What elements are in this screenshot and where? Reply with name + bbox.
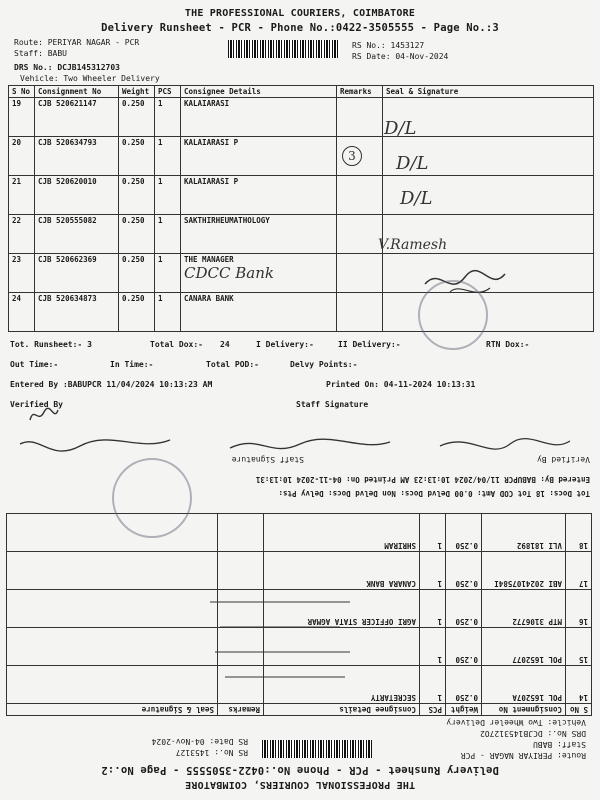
row-consignee: KALAIARASI xyxy=(181,98,337,137)
drs-number: DRS No.: DCJB1453127O2 xyxy=(480,729,586,738)
vehicle: Vehicle: Two Wheeler Delivery xyxy=(446,718,586,727)
row-consignee: THE MANAGER CDCC Bank xyxy=(181,254,337,293)
total-dox-label: Total Dox:- xyxy=(150,340,203,349)
row-consignee: KALAIARASI P xyxy=(181,176,337,215)
row-weight: 0.250 xyxy=(119,176,155,215)
rs-number: RS No.: 1453127 xyxy=(175,748,248,757)
row-consignment: CJB 520621147 xyxy=(35,98,119,137)
handwritten-note: CDCC Bank xyxy=(184,264,274,282)
row-pcs: 1 xyxy=(155,176,181,215)
row-consignment: ABI 2024107584I xyxy=(482,552,566,590)
row-remarks xyxy=(337,293,383,332)
i-delivery: I Delivery:- xyxy=(256,340,314,349)
drs-number: DRS No.: DCJB145312703 xyxy=(14,63,120,72)
row-signature xyxy=(7,666,218,704)
route: Route: PERIYAR NAGAR - PCR xyxy=(460,751,586,760)
row-pcs: 1 xyxy=(420,666,446,704)
barcode-icon xyxy=(260,740,372,758)
row-consignee: SECRETARTY xyxy=(264,666,420,704)
row-sno: 15 xyxy=(566,628,592,666)
staff: Staff: BABU xyxy=(14,49,67,58)
row-consignee: SAKTHIRHEUMATHOLOGY xyxy=(181,215,337,254)
row-weight: 0.250 xyxy=(119,98,155,137)
row-consignee: KALAIARASI P xyxy=(181,137,337,176)
out-time: Out Time:- xyxy=(10,360,59,369)
col-seal-signature: Seal & Signature xyxy=(7,704,218,716)
entered-by: Entered By: BABUPCR 11/04/2024 10:13:23 AM Printed On: 04-11-2024 10:13:31 xyxy=(255,475,590,484)
row-signature xyxy=(7,628,218,666)
company-name: THE PROFESSIONAL COURIERS, COIMBATORE xyxy=(184,8,416,19)
row-consignment: CJB 520634873 xyxy=(35,293,119,332)
col-consignment: Consignment No xyxy=(482,704,566,716)
bank-stamp-icon xyxy=(418,280,488,350)
col-consignee: Consignee Details xyxy=(264,704,420,716)
row-consignment: VLI 181892 xyxy=(482,514,566,552)
row-pcs: 1 xyxy=(420,552,446,590)
row-pcs: 1 xyxy=(155,98,181,137)
row-consignment: CJB 520555082 xyxy=(35,215,119,254)
row-pcs: 1 xyxy=(420,628,446,666)
table-row xyxy=(9,98,594,137)
row-pcs: 1 xyxy=(420,590,446,628)
table-row xyxy=(9,215,594,254)
table-header-row xyxy=(7,704,592,716)
company-stamp-icon xyxy=(112,458,192,538)
row-consignment: POL 165207A xyxy=(482,666,566,704)
col-pcs: PCS xyxy=(155,86,181,98)
row-consignment: MTP 3106772 xyxy=(482,590,566,628)
col-consignee: Consignee Details xyxy=(181,86,337,98)
verified-by: Verified By xyxy=(10,400,63,409)
staff: Staff: BABU xyxy=(533,740,586,749)
row-consignment: POL 1652077 xyxy=(482,628,566,666)
table-header-row xyxy=(9,86,594,98)
table-row xyxy=(9,137,594,176)
printed-on: Printed On: 04-11-2024 10:13:31 xyxy=(326,380,476,389)
runsheet-title: Delivery Runsheet - PCR - Phone No.:0422-3505555 - Page No.:3 xyxy=(101,22,499,34)
remark-circled-number: 3 xyxy=(342,146,362,166)
row-sno: 21 xyxy=(9,176,35,215)
row-consignee: SHRIRAM xyxy=(264,514,420,552)
signature-dl: D/L xyxy=(384,118,417,139)
row-remarks xyxy=(337,98,383,137)
table-row xyxy=(9,176,594,215)
col-remarks: Remarks xyxy=(337,86,383,98)
runsheet-title: Delivery Runsheet - PCR - Phone No.:0422-3505555 - Page No.:2 xyxy=(101,764,499,776)
rtn-dox: RTN Dox:- xyxy=(486,340,530,349)
signature-dl: D/L xyxy=(400,188,433,209)
row-sno: 22 xyxy=(9,215,35,254)
row-sno: 16 xyxy=(566,590,592,628)
row-consignee: AGRI OFFICER STATA AGMAR xyxy=(264,590,420,628)
row-pcs: 1 xyxy=(155,254,181,293)
row-signature xyxy=(7,590,218,628)
row-sno: 19 xyxy=(9,98,35,137)
barcode-icon xyxy=(228,40,340,58)
row-sno: 18 xyxy=(566,514,592,552)
tot-runsheet: Tot. Runsheet:- 3 xyxy=(10,340,92,349)
row-pcs: 1 xyxy=(420,514,446,552)
staff-signature: Staff Signature xyxy=(296,400,369,409)
staff-signature: Staff Signature xyxy=(231,455,304,464)
row-remarks xyxy=(337,254,383,293)
row-consignment: CJB 520634793 xyxy=(35,137,119,176)
row-weight: 0.250 xyxy=(119,254,155,293)
table-row xyxy=(7,514,592,552)
col-sno: S No xyxy=(566,704,592,716)
tot-docs: Tot Docs: 18 Tot COD Amt: 0.00 Delvd Docs: Non Delvd Docs: Delvy Pts: xyxy=(278,489,590,498)
rubber-stamp-icon xyxy=(200,582,370,692)
col-consignment: Consignment No xyxy=(35,86,119,98)
col-pcs: PCS xyxy=(420,704,446,716)
ii-delivery: II Delivery:- xyxy=(338,340,401,349)
row-sno: 17 xyxy=(566,552,592,590)
in-time: In Time:- xyxy=(110,360,154,369)
row-weight: 0.250 xyxy=(119,293,155,332)
row-consignment: CJB 520620010 xyxy=(35,176,119,215)
row-pcs: 1 xyxy=(155,137,181,176)
delvy-points: Delvy Points:- xyxy=(290,360,358,369)
row-weight: 0.250 xyxy=(446,666,482,704)
row-remarks xyxy=(337,176,383,215)
total-dox-value: 24 xyxy=(220,340,230,349)
vehicle: Vehicle: Two Wheeler Delivery xyxy=(20,74,160,83)
total-pod: Total POD:- xyxy=(206,360,259,369)
row-sno: 24 xyxy=(9,293,35,332)
row-pcs: 1 xyxy=(155,215,181,254)
row-remarks xyxy=(337,215,383,254)
entered-by: Entered By :BABUPCR 11/04/2024 10:13:23 AM xyxy=(10,380,213,389)
col-sno: S No xyxy=(9,86,35,98)
row-signature xyxy=(7,552,218,590)
row-weight: 0.250 xyxy=(119,137,155,176)
row-weight: 0.250 xyxy=(446,514,482,552)
row-weight: 0.250 xyxy=(446,590,482,628)
row-weight: 0.250 xyxy=(446,628,482,666)
row-remarks xyxy=(218,514,264,552)
col-weight: Weight xyxy=(119,86,155,98)
route: Route: PERIYAR NAGAR - PCR xyxy=(14,38,140,47)
rs-date: RS Date: 04-Nov-2024 xyxy=(151,737,248,746)
row-sno: 23 xyxy=(9,254,35,293)
col-weight: Weight xyxy=(446,704,482,716)
row-consignment: CJB 520662369 xyxy=(35,254,119,293)
company-name: THE PROFESSIONAL COURIERS, COIMBATORE xyxy=(184,779,416,790)
rs-date: RS Date: 04-Nov-2024 xyxy=(352,52,449,61)
signature-dl: D/L xyxy=(396,153,429,174)
row-sno: 14 xyxy=(566,666,592,704)
row-weight: 0.250 xyxy=(119,215,155,254)
row-consignee: CANARA BANK xyxy=(264,552,420,590)
row-sno: 20 xyxy=(9,137,35,176)
scribble-signatures-icon xyxy=(10,426,590,456)
rs-number: RS No.: 1453127 xyxy=(352,41,425,50)
row-consignee: CANARA BANK xyxy=(181,293,337,332)
verified-by: Verified By xyxy=(537,455,590,464)
signature-name: V.Ramesh xyxy=(378,237,448,253)
row-pcs: 1 xyxy=(155,293,181,332)
row-weight: 0.250 xyxy=(446,552,482,590)
col-seal-signature: Seal & Signature xyxy=(383,86,594,98)
col-remarks: Remarks xyxy=(218,704,264,716)
